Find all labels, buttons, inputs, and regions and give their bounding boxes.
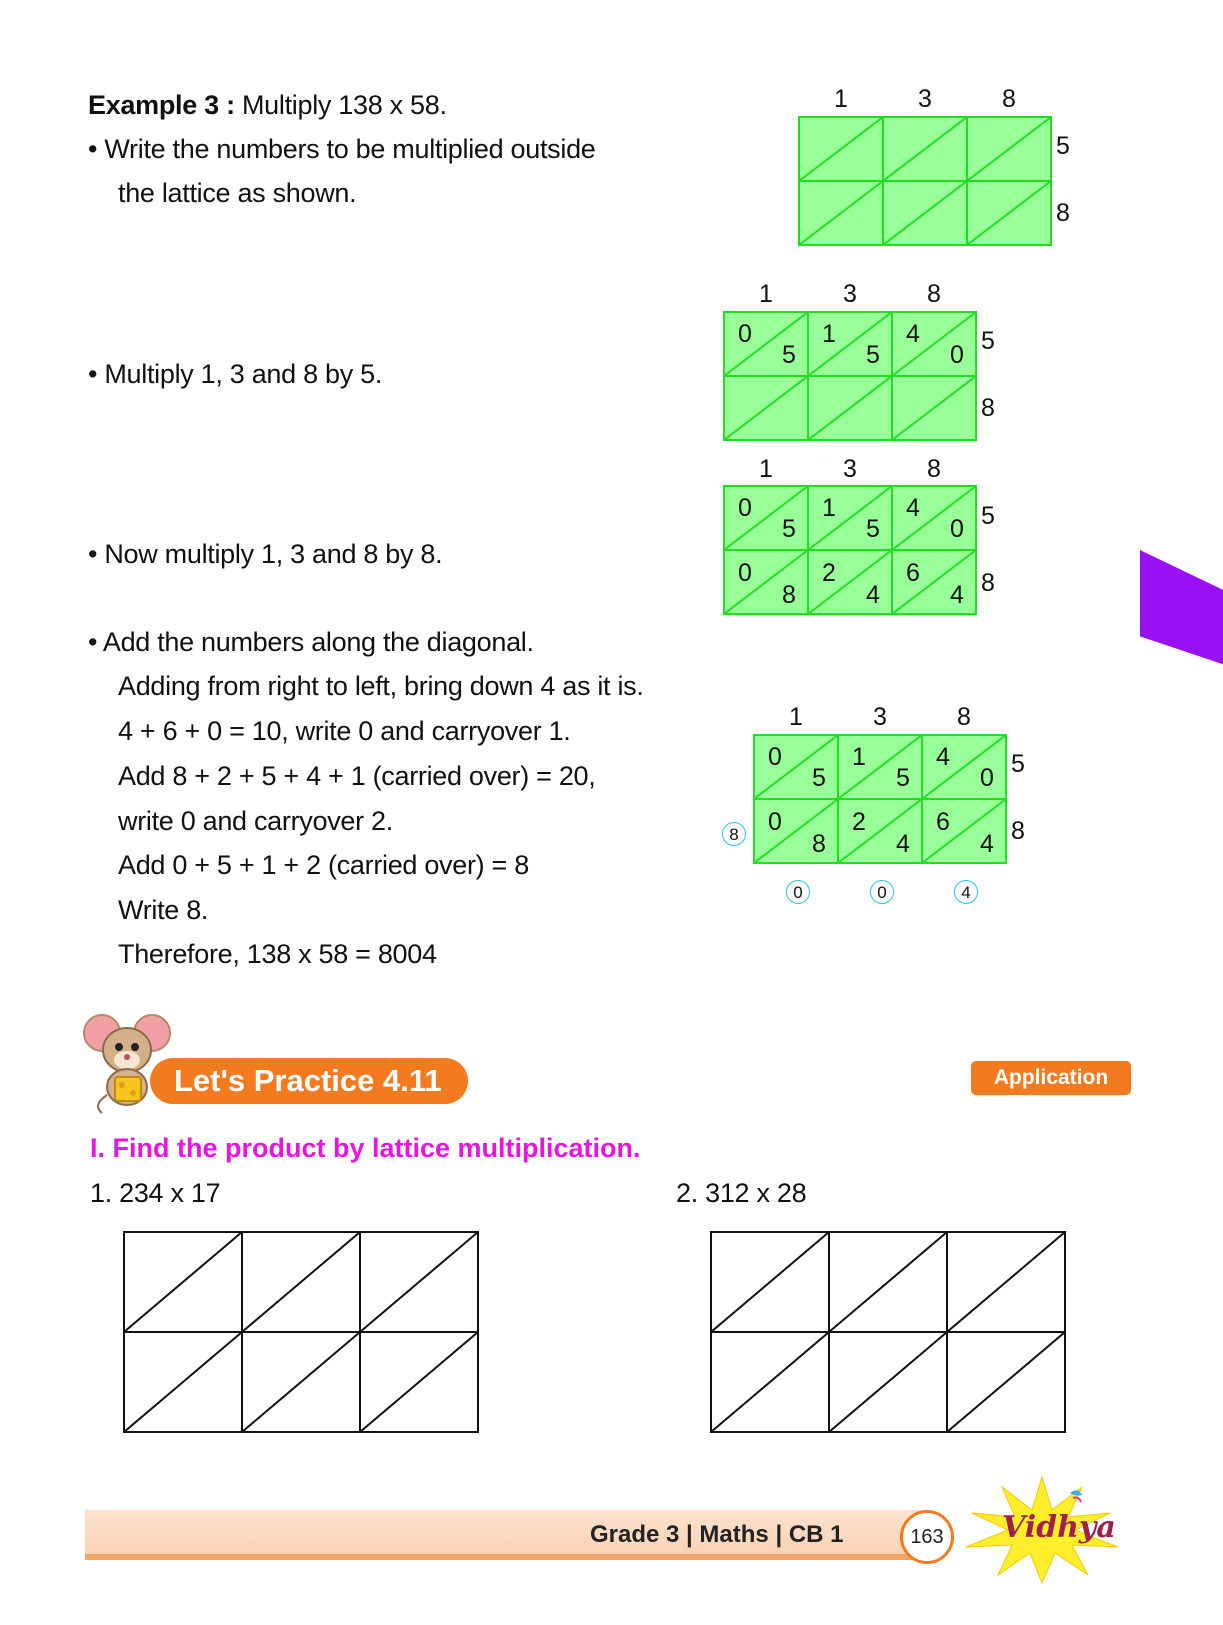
lattice-3-top-digit: 1 xyxy=(759,455,773,483)
lattice-4-units: 4 xyxy=(980,830,994,858)
lattice-2-units: 5 xyxy=(866,341,880,369)
lattice-2-tens: 4 xyxy=(906,320,920,348)
lattice-4-tens: 0 xyxy=(768,808,782,836)
blank-lattice-2 xyxy=(710,1231,1066,1438)
lattice-3-tens: 6 xyxy=(906,559,920,587)
lattice-2-side-digit: 5 xyxy=(981,327,995,355)
practice-title: Let's Practice 4.11 xyxy=(150,1058,468,1104)
lattice-empty xyxy=(798,116,1052,246)
lattice-3-tens: 1 xyxy=(822,494,836,522)
lattice-3-units: 5 xyxy=(782,515,796,543)
result-digit-circle: 8 xyxy=(722,822,746,846)
lattice-1-side-digit: 8 xyxy=(1056,199,1070,227)
footer-accent-line xyxy=(85,1554,925,1560)
footer-course-label: Grade 3 | Maths | CB 1 xyxy=(590,1521,844,1548)
lattice-4-tens: 4 xyxy=(936,743,950,771)
step-4-line-2: Adding from right to left, bring down 4 as it is. xyxy=(118,671,644,701)
lattice-4-side-digit: 5 xyxy=(1011,750,1025,778)
lattice-3-tens: 0 xyxy=(738,559,752,587)
lattice-4-units: 5 xyxy=(812,764,826,792)
lattice-4-tens: 6 xyxy=(936,808,950,836)
page-number: 163 xyxy=(900,1510,954,1564)
step-4-line-7: Write 8. xyxy=(118,895,209,925)
lattice-4-top-digit: 8 xyxy=(957,703,971,731)
lattice-4-tens: 2 xyxy=(852,808,866,836)
lattice-3-tens: 0 xyxy=(738,494,752,522)
lattice-3-tens: 4 xyxy=(906,494,920,522)
lattice-both-rows-grid xyxy=(723,485,977,615)
lattice-4-units: 0 xyxy=(980,764,994,792)
chapter-side-tab xyxy=(1140,550,1223,670)
lattice-2-units: 5 xyxy=(782,341,796,369)
blank-lattice-2-grid xyxy=(710,1231,1066,1433)
lattice-3-units: 4 xyxy=(866,581,880,609)
step-1-line-2: the lattice as shown. xyxy=(118,178,357,208)
example-label: Example 3 : xyxy=(88,90,235,120)
lattice-empty-grid xyxy=(798,116,1052,246)
step-4-line-4: Add 8 + 2 + 5 + 4 + 1 (carried over) = 20, xyxy=(118,761,596,791)
lattice-4-top-digit: 1 xyxy=(789,703,803,731)
result-digit-circle: 0 xyxy=(786,880,810,904)
lattice-4-units: 5 xyxy=(896,764,910,792)
lattice-2-tens: 1 xyxy=(822,320,836,348)
lattice-4-top-digit: 3 xyxy=(873,703,887,731)
lattice-3-units: 8 xyxy=(782,581,796,609)
example-title xyxy=(88,92,447,119)
lattice-4-tens: 1 xyxy=(852,743,866,771)
step-4-line-8: Therefore, 138 x 58 = 8004 xyxy=(118,939,437,969)
step-1-line-1: • Write the numbers to be multiplied outside xyxy=(88,134,596,164)
question-2-label: 2. 312 x 28 xyxy=(676,1178,807,1208)
lattice-4-tens: 0 xyxy=(768,743,782,771)
lattice-2-units: 0 xyxy=(950,341,964,369)
step-4-line-5: write 0 and carryover 2. xyxy=(118,806,393,836)
step-4-line-3: 4 + 6 + 0 = 10, write 0 and carryover 1. xyxy=(118,716,571,746)
lattice-3-units: 4 xyxy=(950,581,964,609)
lattice-2-tens: 0 xyxy=(738,320,752,348)
lattice-3-side-digit: 5 xyxy=(981,502,995,530)
lattice-2-top-digit: 1 xyxy=(759,280,773,308)
lattice-completed-grid xyxy=(753,734,1007,864)
step-2: • Multiply 1, 3 and 8 by 5. xyxy=(88,359,383,389)
blank-lattice-1 xyxy=(123,1231,479,1438)
lattice-1-top-digit: 1 xyxy=(834,85,848,113)
lattice-3-tens: 2 xyxy=(822,559,836,587)
lattice-1-top-digit: 3 xyxy=(918,85,932,113)
lattice-3-side-digit: 8 xyxy=(981,569,995,597)
lattice-4-side-digit: 8 xyxy=(1011,817,1025,845)
practice-instruction: I. Find the product by lattice multiplication. xyxy=(90,1133,641,1163)
vidhya-logo-text: Vidhya xyxy=(1002,1510,1116,1545)
lattice-2-side-digit: 8 xyxy=(981,394,995,422)
lattice-row-one xyxy=(723,311,977,441)
lattice-3-top-digit: 3 xyxy=(843,455,857,483)
lattice-1-side-digit: 5 xyxy=(1056,132,1070,160)
step-4-line-6: Add 0 + 5 + 1 + 2 (carried over) = 8 xyxy=(118,850,529,880)
question-1-label: 1. 234 x 17 xyxy=(90,1178,221,1208)
step-3: • Now multiply 1, 3 and 8 by 8. xyxy=(88,539,443,569)
lattice-row-one-grid xyxy=(723,311,977,441)
step-4-line-1: • Add the numbers along the diagonal. xyxy=(88,627,534,657)
lattice-2-top-digit: 8 xyxy=(927,280,941,308)
lattice-3-units: 0 xyxy=(950,515,964,543)
vidhya-logo xyxy=(960,1475,1125,1585)
lattice-4-units: 4 xyxy=(896,830,910,858)
lattice-3-top-digit: 8 xyxy=(927,455,941,483)
application-badge: Application xyxy=(971,1061,1131,1095)
blank-lattice-1-grid xyxy=(123,1231,479,1433)
lattice-both-rows xyxy=(723,485,977,615)
lattice-2-top-digit: 3 xyxy=(843,280,857,308)
lattice-1-top-digit: 8 xyxy=(1002,85,1016,113)
result-digit-circle: 4 xyxy=(954,880,978,904)
lattice-3-units: 5 xyxy=(866,515,880,543)
lattice-completed xyxy=(753,734,1007,864)
example-task: Multiply 138 x 58. xyxy=(234,90,447,120)
lattice-4-units: 8 xyxy=(812,830,826,858)
result-digit-circle: 0 xyxy=(870,880,894,904)
